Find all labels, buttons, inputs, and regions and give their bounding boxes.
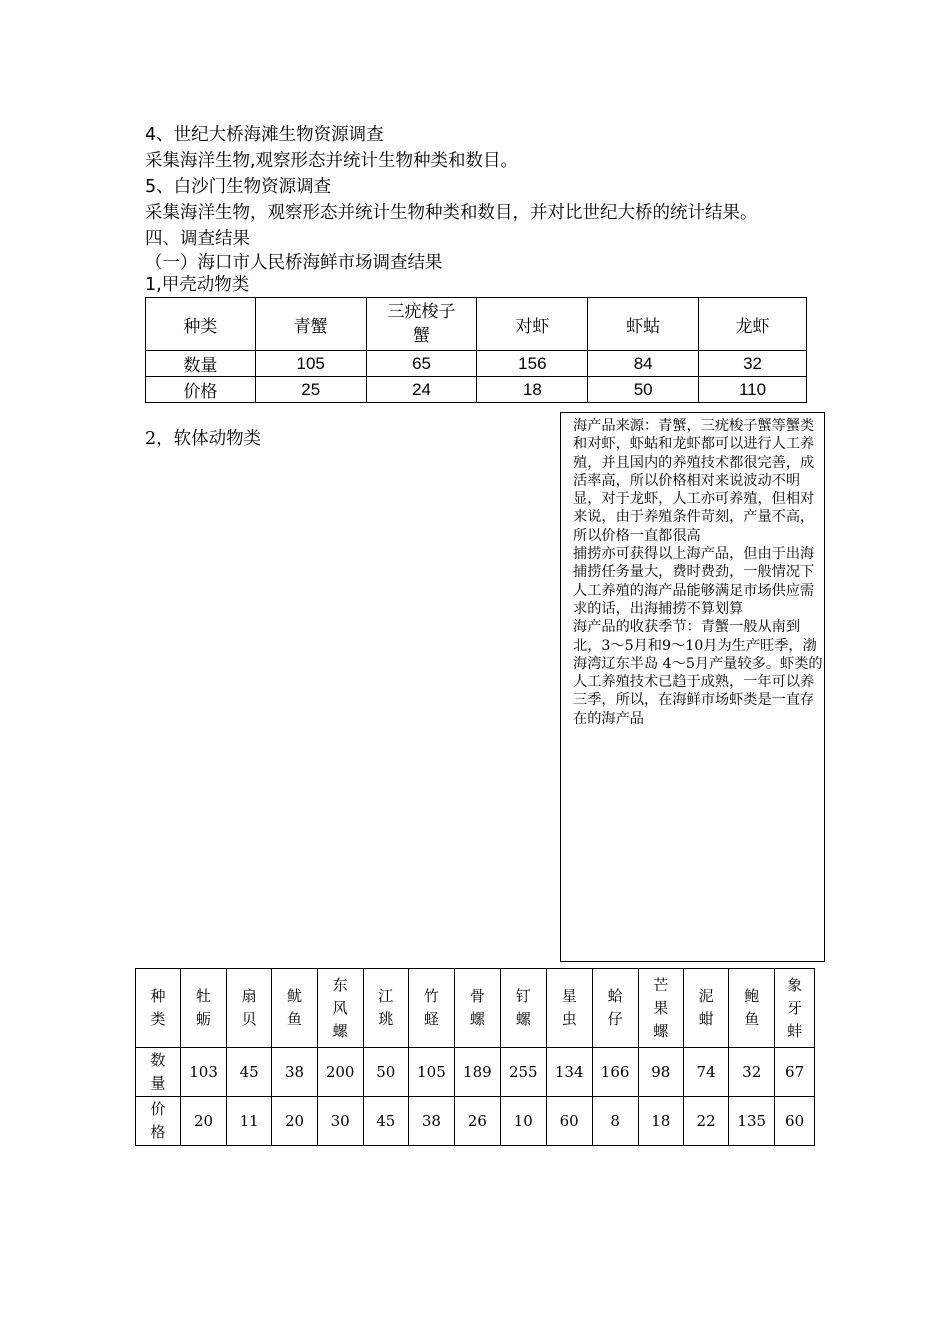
mollusc-table	[135, 968, 815, 1146]
table-cell	[317, 969, 363, 1048]
table-cell: 45	[363, 1097, 408, 1146]
table-cell: 8	[592, 1097, 638, 1146]
cell-char: 量	[150, 1074, 166, 1092]
table-cell	[408, 969, 454, 1048]
cell-char: 蛤	[607, 987, 623, 1005]
table-cell	[592, 969, 638, 1048]
table-cell: 25	[255, 377, 366, 403]
sub1-heading: （一）海口市人民桥海鲜市场调查结果	[145, 253, 443, 273]
cell-char: 螺	[515, 1010, 531, 1028]
table-cell: 38	[272, 1048, 317, 1097]
cell-char: 蛏	[423, 1010, 439, 1028]
table-cell: 74	[683, 1048, 728, 1097]
table-cell: 龙虾	[699, 298, 807, 351]
table-cell	[363, 969, 408, 1048]
cell-char: 种	[150, 987, 166, 1005]
table-cell: 价格	[146, 377, 256, 403]
table-cell	[181, 969, 227, 1048]
table-cell: 24	[366, 377, 477, 403]
table-cell: 50	[363, 1048, 408, 1097]
cell-char: 螺	[332, 1021, 348, 1040]
table-cell: 数量	[146, 351, 256, 377]
table-cell: 65	[366, 351, 477, 377]
table-cell: 103	[181, 1048, 227, 1097]
cell-char: 星	[561, 987, 577, 1005]
mollusc-title: 2，软体动物类	[145, 429, 262, 449]
cell-char: 象	[787, 975, 803, 994]
table-cell	[500, 969, 546, 1048]
table-cell: 98	[638, 1048, 683, 1097]
cell-char: 数	[150, 1051, 166, 1069]
table-cell: 32	[699, 351, 807, 377]
table-cell: 105	[408, 1048, 454, 1097]
cell-char: 钉	[515, 987, 531, 1005]
table-cell: 45	[227, 1048, 272, 1097]
table-row	[146, 298, 807, 351]
table-cell: 20	[181, 1097, 227, 1146]
note-paragraph: 海产品来源：青蟹，三疣梭子蟹等蟹类和对虾，虾蛄和龙虾都可以进行人工养殖，并且国内的养殖技术都很完善，成活率高，所以价格相对来说波动不明显，对于龙虾，人工亦可养殖，但相对来说，由于养殖条件苛刻，产量不高，所以价格一直都很高	[573, 418, 815, 544]
table-cell: 135	[729, 1097, 775, 1146]
note-paragraph: 捕捞亦可获得以上海产品，但由于出海捕捞任务量大，费时费劲，一般情况下人工养殖的海产品能够满足市场供应需求的话，出海捕捞不算划算	[573, 546, 815, 617]
section4-heading: 四、调查结果	[145, 229, 250, 249]
table-row	[146, 377, 807, 403]
cell-char: 类	[150, 1010, 166, 1028]
crustacean-table	[145, 297, 807, 403]
table-cell: 110	[699, 377, 807, 403]
cell-char: 蚌	[787, 1021, 803, 1040]
table-cell: 22	[683, 1097, 728, 1146]
note-paragraph: 海产品的收获季节：青蟹一般从南到北，3～5月和9～10月为生产旺季，渤海湾辽东半岛 4～5月产量较多。虾类的人工养殖技术已趋于成熟，一年可以养三季，所以，在海鲜市场虾类是一直存在的海产品	[573, 619, 823, 727]
cell-char: 贝	[241, 1010, 257, 1028]
table-cell: 67	[775, 1048, 815, 1097]
table-cell	[454, 969, 500, 1048]
table-cell	[136, 969, 181, 1048]
cell-char: 东	[332, 975, 348, 994]
table-cell	[638, 969, 683, 1048]
table-cell: 10	[500, 1097, 546, 1146]
table-cell: 18	[638, 1097, 683, 1146]
item4-title: 4、世纪大桥海滩生物资源调查	[145, 125, 384, 145]
cell-char: 骨	[469, 987, 485, 1005]
table-cell	[227, 969, 272, 1048]
table-cell	[272, 969, 317, 1048]
cell-char: 螺	[653, 1021, 669, 1040]
table-cell: 青蟹	[255, 298, 366, 351]
table-cell: 60	[546, 1097, 592, 1146]
table-cell: 255	[500, 1048, 546, 1097]
table-cell: 20	[272, 1097, 317, 1146]
table-cell: 32	[729, 1048, 775, 1097]
cell-char: 仔	[607, 1010, 623, 1028]
table-cell	[683, 969, 728, 1048]
cell-char: 牡	[196, 987, 212, 1005]
cell-char: 鱿	[287, 987, 303, 1005]
item4-body: 采集海洋生物,观察形态并统计生物种类和数目。	[145, 151, 519, 171]
item5-title: 5、白沙门生物资源调查	[145, 177, 332, 197]
table-cell: 50	[588, 377, 699, 403]
table-cell: 虾蛄	[588, 298, 699, 351]
cell-char: 风	[332, 998, 348, 1017]
cell-char: 虫	[561, 1010, 577, 1028]
cell-char: 蚶	[698, 1010, 714, 1028]
table-cell	[136, 1048, 181, 1097]
table-row	[136, 969, 815, 1048]
table-cell: 对虾	[477, 298, 588, 351]
cell-char: 格	[150, 1123, 166, 1141]
table-cell: 134	[546, 1048, 592, 1097]
table-cell	[775, 969, 815, 1048]
cell-char: 珧	[378, 1010, 394, 1028]
crustacean-title: 1,甲壳动物类	[145, 275, 250, 295]
cell-char: 螺	[469, 1010, 485, 1028]
cell-char: 果	[653, 998, 669, 1017]
cell-char: 江	[378, 987, 394, 1005]
cell-char: 牙	[787, 998, 803, 1017]
cell-char: 鲍	[744, 987, 760, 1005]
cell-char: 芒	[653, 975, 669, 994]
item5-body: 采集海洋生物，观察形态并统计生物种类和数目，并对比世纪大桥的统计结果。	[145, 203, 758, 223]
table-row	[136, 1048, 815, 1097]
table-cell	[729, 969, 775, 1048]
table-cell: 18	[477, 377, 588, 403]
table-cell	[136, 1097, 181, 1146]
cell-char: 泥	[698, 987, 714, 1005]
cell-char: 鱼	[287, 1010, 303, 1028]
table-cell: 189	[454, 1048, 500, 1097]
table-cell	[546, 969, 592, 1048]
cell-char: 价	[150, 1100, 166, 1118]
table-cell: 11	[227, 1097, 272, 1146]
table-cell: 60	[775, 1097, 815, 1146]
table-cell: 166	[592, 1048, 638, 1097]
cell-char: 竹	[423, 987, 439, 1005]
table-cell: 105	[255, 351, 366, 377]
table-cell: 三疣梭子 蟹	[366, 298, 477, 351]
cell-char: 扇	[241, 987, 257, 1005]
note-box	[560, 412, 825, 962]
cell-char: 鱼	[744, 1010, 760, 1028]
table-cell: 156	[477, 351, 588, 377]
cell-char: 蛎	[196, 1010, 212, 1028]
table-row	[146, 351, 807, 377]
table-cell: 种类	[146, 298, 256, 351]
table-cell: 30	[317, 1097, 363, 1146]
table-row	[136, 1097, 815, 1146]
table-cell: 200	[317, 1048, 363, 1097]
table-cell: 84	[588, 351, 699, 377]
table-cell: 38	[408, 1097, 454, 1146]
table-cell: 26	[454, 1097, 500, 1146]
